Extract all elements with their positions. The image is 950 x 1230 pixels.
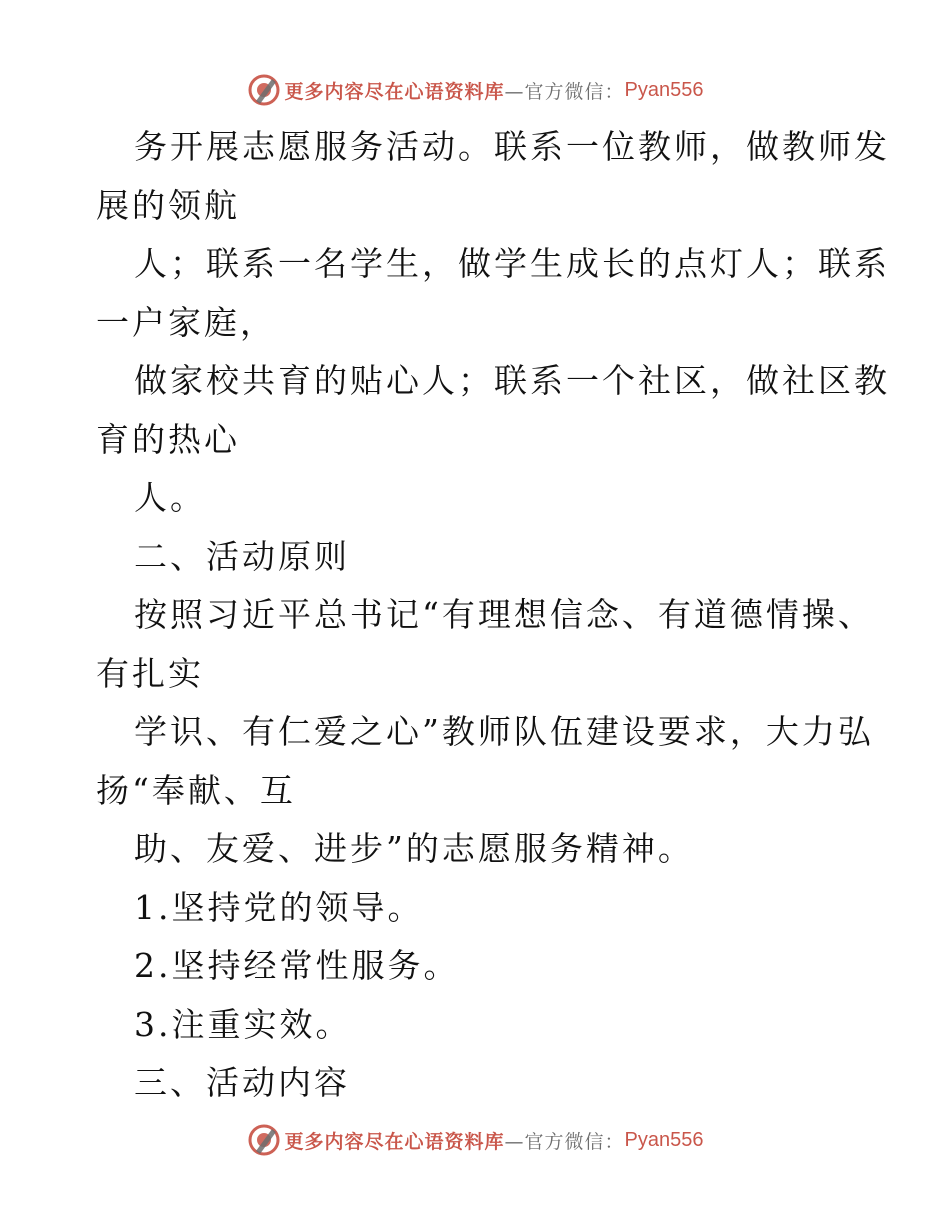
banner-wechat-id: Pyan556 [624,78,704,101]
pen-logo-icon [247,73,281,107]
banner-promo-text: 更多内容尽在心语资料库 [284,1130,505,1153]
pen-logo-icon [247,1123,281,1157]
list-item: 1.坚持党的领导。 [134,887,424,927]
section-heading: 三、活动内容 [134,1063,350,1102]
footer-banner [0,1120,950,1160]
text-line: 扬“奉献、互 [96,770,296,810]
banner-wechat-id: Pyan556 [624,1128,704,1151]
text-line: 一户家庭， [96,302,276,342]
text-line: 按照习近平总书记“有理想信念、有道德情操、 [134,595,874,634]
header-banner [0,70,950,110]
banner-promo-text: 更多内容尽在心语资料库 [284,80,505,103]
text-line: 人。 [134,478,206,517]
text-line: 学识、有仁爱之心”教师队伍建设要求，大力弘 [134,712,874,751]
document-body [96,118,890,1113]
text-line: 有扎实 [96,653,204,693]
text-line: 育的热心 [96,419,240,459]
banner-wechat-label: —官方微信： [504,1130,625,1153]
text-line: 助、友爱、进步”的志愿服务精神。 [134,829,694,868]
banner-wechat-label: —官方微信： [504,80,625,103]
list-item: 3.注重实效。 [134,1004,352,1044]
text-line: 展的领航 [96,185,240,225]
text-line: 做家校共育的贴心人；联系一个社区，做社区教 [134,361,890,400]
text-line: 人；联系一名学生，做学生成长的点灯人；联系 [134,244,890,283]
section-heading: 二、活动原则 [134,536,350,576]
list-item: 2.坚持经常性服务。 [134,946,460,985]
text-line: 务开展志愿服务活动。联系一位教师，做教师发 [134,127,890,166]
